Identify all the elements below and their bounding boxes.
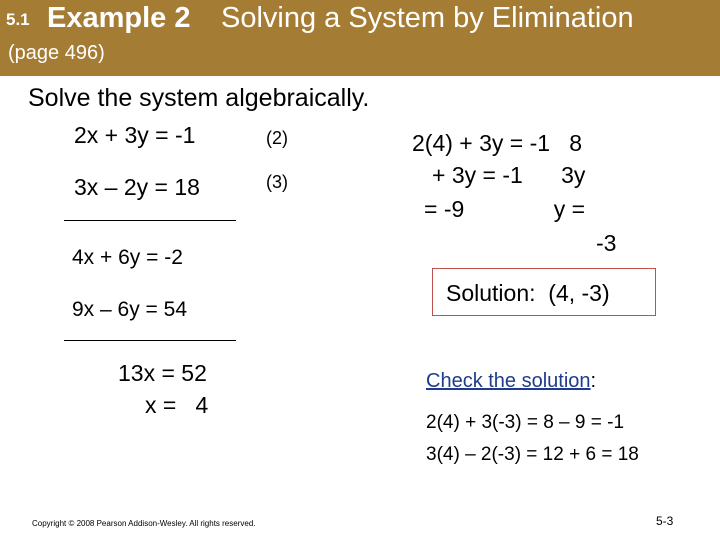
instruction-text: Solve the system algebraically. xyxy=(28,84,370,112)
multiplied-equation-1: 4x + 6y = -2 xyxy=(72,246,183,269)
divider-line-1 xyxy=(64,220,236,221)
slide-number: 5-3 xyxy=(656,514,674,528)
example-label: Example 2 xyxy=(47,2,191,34)
page-reference: (page 496) xyxy=(8,42,105,64)
substitution-line-3: = -9 y = xyxy=(424,196,586,222)
equation-3-tag: (3) xyxy=(266,172,288,192)
copyright-notice: Copyright © 2008 Pearson Addison-Wesley. All rights reserved. xyxy=(32,519,256,528)
sum-equation: 13x = 52 xyxy=(118,360,207,386)
check-line-2: 3(4) – 2(-3) = 12 + 6 = 18 xyxy=(426,444,639,465)
divider-line-2 xyxy=(64,340,236,341)
check-solution-link[interactable]: Check the solution xyxy=(426,370,591,392)
equation-3: 3x – 2y = 18 xyxy=(74,174,200,200)
multiplied-equation-2: 9x – 6y = 54 xyxy=(72,298,187,321)
check-colon: : xyxy=(590,370,597,392)
substitution-line-4: -3 xyxy=(596,230,617,256)
solution-text: Solution: (4, -3) xyxy=(446,280,610,306)
equation-2-tag: (2) xyxy=(266,128,288,148)
slide-title: Solving a System by Elimination xyxy=(221,2,634,34)
check-heading xyxy=(426,370,596,393)
equation-2: 2x + 3y = -1 xyxy=(74,122,196,148)
x-result: x = 4 xyxy=(145,392,209,418)
substitution-line-1: 2(4) + 3y = -1 8 xyxy=(412,130,583,156)
title-bar xyxy=(0,0,720,76)
section-number: 5.1 xyxy=(6,10,30,29)
check-line-1: 2(4) + 3(-3) = 8 – 9 = -1 xyxy=(426,412,625,433)
substitution-line-2: + 3y = -1 3y xyxy=(432,162,586,188)
